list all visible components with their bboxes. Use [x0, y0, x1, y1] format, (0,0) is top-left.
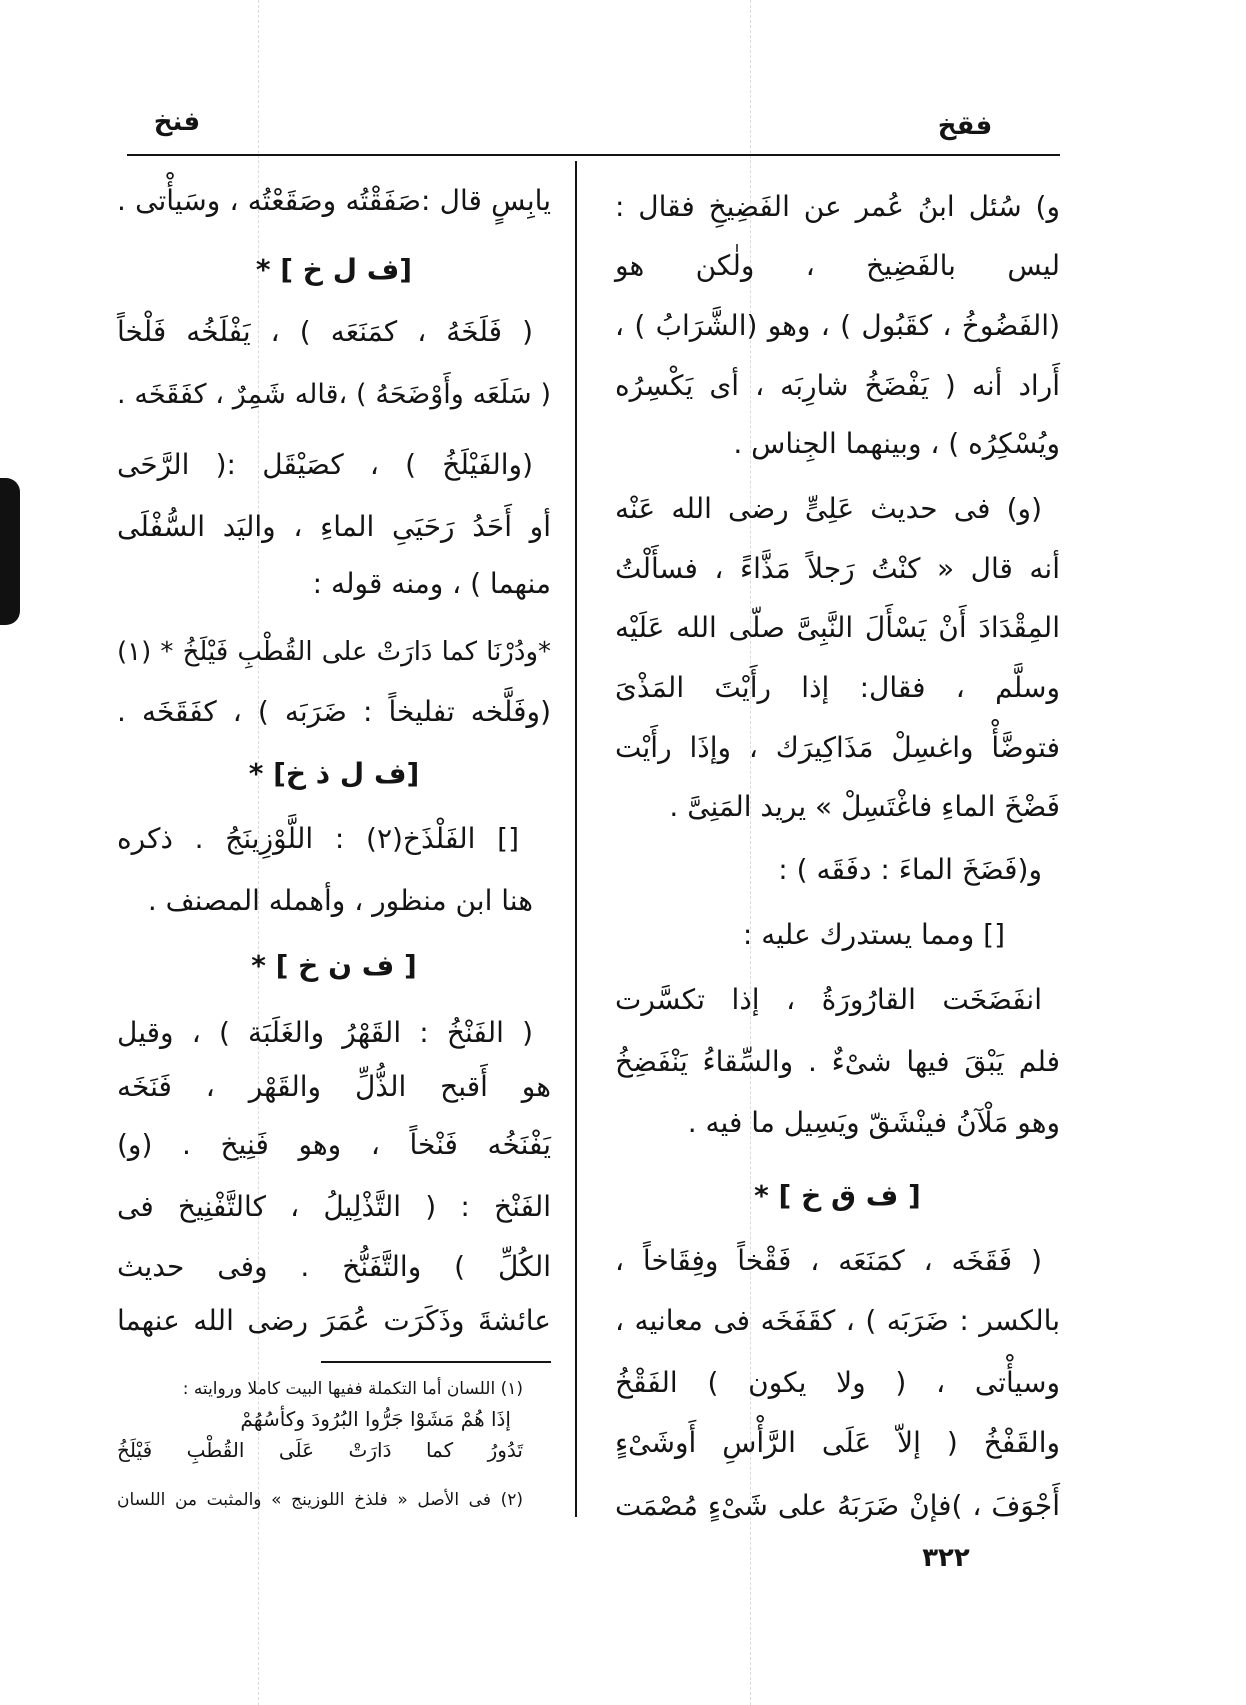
text-line: انفَضَخَت القارُورَةُ ، إذا تكسَّرت — [615, 983, 1042, 1016]
text-line: ليس بالفَضِيخ ، ولٰكن هو — [615, 249, 1060, 282]
text-line: ( الفَنْخُ : القَهْرُ والغَلَبَة ) ، وقيل — [117, 1016, 533, 1049]
text-line: و) سُئل ابنُ عُمر عن الفَضِيخِ فقال : — [615, 190, 1060, 223]
page-number: ٣٢٢ — [922, 1543, 970, 1573]
verse-line: *ودُرْنَا كما دَارَتْ على القُطْبِ فَيْلَخُ * (١) — [117, 637, 551, 667]
addendum-line: [] ومما يستدرك عليه : — [742, 918, 1005, 951]
text-line: الفَنْخ : ( التَّذْلِيلُ ، كالتَّفْنِيخ فى — [117, 1190, 551, 1223]
text-line: وهو مَلْآنُ فينْشَقّ ويَسِيل ما فيه . — [687, 1106, 1060, 1139]
text-line: (الفَضُوخُ ، كقَبُول ) ، وهو (الشَّرَابُ ) ، — [615, 309, 1060, 342]
entry-heading: [ف ل ذ خ] * — [248, 757, 420, 790]
footnote-separator — [321, 1361, 551, 1363]
scan-edge-artifact — [0, 478, 20, 625]
text-line: يابِسٍ قال :صَفَقْتُه وصَقَعْتُه ، وسَيأْتى . — [117, 184, 551, 217]
footnote-1-verse: إذَا هُمْ مَشَوْا جَرُّوا البُرُودَ وكأسُهُمْ — [240, 1407, 511, 1431]
text-line: والقَفْخُ ( إلاّ عَلَى الرَّأْسِ أَوشَىْءٍ — [615, 1426, 1060, 1459]
text-line: فلم يَبْقَ فيها شىْءٌ . والسِّقاءُ يَنْفَضِخُ — [615, 1045, 1060, 1078]
text-line: أَراد أنه ( يَفْضَخُ شارِبَه ، أى يَكْسِرُه — [615, 369, 1060, 402]
text-line: الكُلِّ ) والتَّفَنُّخ . وفى حديث — [117, 1250, 551, 1283]
text-line: ( فَلَخَهُ ، كمَنَعَه ) ، يَفْلَخُه فَلْخاً — [117, 315, 533, 348]
running-head-left: فنخ — [153, 107, 201, 137]
right-column — [615, 0, 1060, 1705]
entry-heading: [ف ل خ ] * — [255, 253, 413, 286]
entry-heading: [ ف ن خ ] * — [251, 949, 417, 982]
text-line: ( فَقَخَه ، كمَنَعَه ، فَقْخاً وفِقَاخاً ، — [615, 1244, 1042, 1277]
footnote-1-verse: تَدُورُ كما دَارَتْ عَلَى القُطْبِ فَيْلَخُ — [117, 1438, 523, 1462]
text-line: المِقْدَادَ أَنْ يَسْأَلَ النَّبِىَّ صلّى الله عَلَيْه — [615, 611, 1060, 644]
text-line: هو أَقبح الذُّلِّ والقَهْر ، فَنَخَه — [117, 1070, 551, 1103]
text-line: [] الفَلْذَخ(٢) : اللَّوْزِينَجُ . ذكره — [117, 822, 519, 855]
text-line: أَجْوَفَ ، )فإنْ ضَرَبَهُ على شَىْءٍ مُصْمَت — [615, 1489, 1060, 1522]
text-line: أنه قال « كنْتُ رَجلاً مَذَّاءً ، فسأَلْتُ — [615, 552, 1060, 585]
text-line: ويُسْكِرُه ) ، وبينهما الجِناس . — [733, 427, 1060, 460]
text-line: يَفْنَخُه فَنْخاً ، وهو فَنِيخ . (و) — [117, 1128, 551, 1161]
footnote-1: (١) اللسان أما التكملة ففيها البيت كاملا وروايته : — [182, 1379, 523, 1399]
text-line: بالكسر : ضَرَبَه ) ، كقَفَخَه فى معانيه ، — [615, 1304, 1060, 1337]
entry-heading: [ ف ق خ ] * — [754, 1179, 921, 1212]
text-line: عائشةَ وذَكَرَت عُمَرَ رضى الله عنهما — [117, 1304, 551, 1337]
text-line: أو أَحَدُ رَحَيَىِ الماءِ ، واليَد السُّفْلَى — [117, 510, 551, 543]
text-line: هنا ابن منظور ، وأهمله المصنف . — [147, 884, 533, 917]
text-line: فَضْخَ الماءِ فاغْتَسِلْ » يريد المَنِىَّ . — [669, 790, 1060, 823]
footnote-2: (٢) فى الأصل « فلذخ اللوزينج » والمثبت من اللسان — [117, 1490, 523, 1510]
text-line: وسلَّم ، فقال: إذا رأَيْتَ المَذْىَ — [615, 671, 1060, 704]
running-head-right: فقخ — [937, 111, 993, 141]
text-line: وسيأْتى ، ( ولا يكون ) الفَقْخُ — [615, 1366, 1060, 1399]
text-line: فتوضَّأْ واغسِلْ مَذَاكِيرَك ، وإذَا رأَيْت — [615, 731, 1060, 764]
text-line: منهما ) ، ومنه قوله : — [312, 567, 551, 600]
text-line: (و) فى حديث عَلِىٍّ رضى الله عَنْه — [615, 492, 1042, 525]
text-line: ( سَلَعَه وأَوْضَحَهُ ) ،قاله شَمِرٌ ، كفَقَخَه . — [117, 379, 551, 410]
text-line: (والفَيْلَخُ ) ، كصَيْقَل :( الرَّحَى — [117, 448, 533, 481]
left-column — [117, 0, 551, 1705]
text-line: (وفَلَّخه تفليخاً : ضَرَبَه ) ، كفَقَخَه . — [117, 695, 551, 728]
text-line: و(فَضَخَ الماءَ : دفَقَه ) : — [778, 853, 1042, 886]
column-divider — [575, 161, 577, 1517]
